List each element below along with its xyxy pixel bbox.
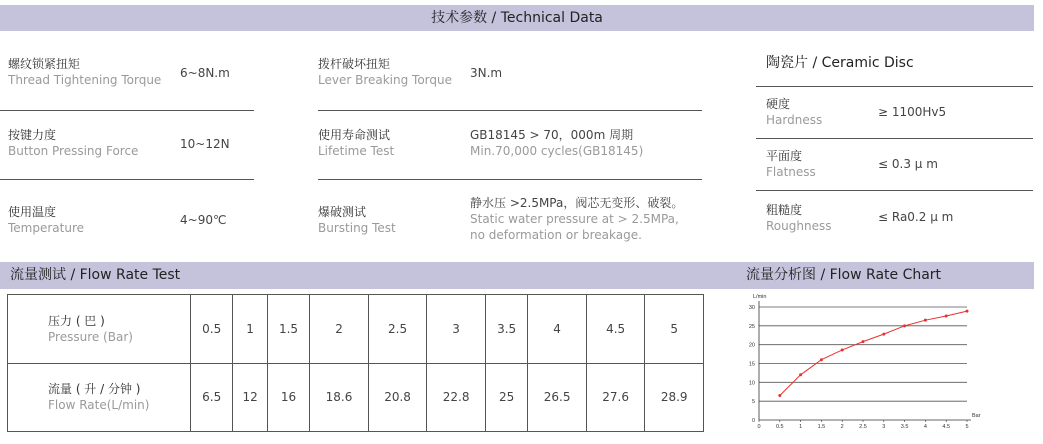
table-row-pressure <box>8 295 704 364</box>
data-point <box>882 333 885 336</box>
table-cell: 26.5 <box>528 363 587 432</box>
x-tick-label: 2.5 <box>859 424 867 430</box>
flow-section-header <box>0 262 1034 289</box>
data-point <box>778 394 781 397</box>
table-cell: 20.8 <box>368 363 427 432</box>
ceramic-disc-title: 陶瓷片 / Ceramic Disc <box>766 55 914 71</box>
y-tick-label: 30 <box>748 305 755 311</box>
pressure-header: 压力 ( 巴 ) Pressure (Bar) <box>8 295 191 364</box>
flow-series-line <box>780 311 967 395</box>
divider <box>756 190 1033 191</box>
table-cell: 27.6 <box>586 363 645 432</box>
technical-data-header <box>0 5 1034 31</box>
spec-lever-torque-label: 拨杆破坏扭矩 Lever Breaking Torque <box>318 57 453 87</box>
divider <box>0 110 254 111</box>
table-cell: 2.5 <box>368 295 427 364</box>
x-tick-label: 0.5 <box>775 424 784 430</box>
ceramic-flatness-label: 平面度 Flatness <box>766 149 816 179</box>
x-tick-label: 3.5 <box>900 424 909 430</box>
table-cell: 16 <box>267 363 309 432</box>
x-tick-label: 3 <box>882 424 886 430</box>
flow-test-title: 流量测试 / Flow Rate Test <box>10 267 181 283</box>
table-cell: 3 <box>427 295 486 364</box>
table-cell: 18.6 <box>310 363 369 432</box>
ceramic-roughness-label: 粗糙度 Roughness <box>766 203 832 233</box>
divider <box>0 179 254 180</box>
x-axis-label: Bar <box>972 413 981 419</box>
spec-lever-torque-value: 3N.m <box>470 66 503 80</box>
table-cell: 4.5 <box>586 295 645 364</box>
table-row-flow <box>8 363 704 432</box>
table-cell: 22.8 <box>427 363 486 432</box>
y-tick-label: 0 <box>751 418 755 424</box>
data-point <box>966 310 969 313</box>
flow-chart-title: 流量分析图 / Flow Rate Chart <box>746 267 942 283</box>
ceramic-roughness-value: ≤ Ra0.2 μ m <box>878 210 954 224</box>
ceramic-hardness-label: 硬度 Hardness <box>766 97 823 127</box>
x-tick-label: 2 <box>840 424 844 430</box>
y-tick-label: 15 <box>748 361 755 368</box>
divider <box>318 110 702 111</box>
table-cell: 25 <box>485 363 527 432</box>
x-tick-label: 4 <box>923 424 927 430</box>
y-tick-label: 20 <box>748 342 755 349</box>
spec-thread-torque-value: 6~8N.m <box>180 66 230 80</box>
y-axis-label: L/min <box>753 294 767 300</box>
data-point <box>841 348 844 351</box>
table-cell: 28.9 <box>645 363 704 432</box>
table-cell: 1 <box>233 295 267 364</box>
divider <box>756 138 1033 139</box>
ceramic-flatness-value: ≤ 0.3 μ m <box>878 157 938 171</box>
data-point <box>903 324 906 327</box>
table-cell: 1.5 <box>267 295 309 364</box>
table-cell: 3.5 <box>485 295 527 364</box>
data-point <box>924 319 927 322</box>
header-title: 技术参数 / Technical Data <box>431 10 603 26</box>
data-point <box>820 358 823 361</box>
x-tick-label: 4.5 <box>942 424 951 430</box>
spec-lifetime-label: 使用寿命测试 Lifetime Test <box>318 128 395 158</box>
spec-bursting-value: 静水压 >2.5MPa，阀芯无变形、破裂。 Static water pressure at > 2.5MPa, no deformation or breakage. <box>470 196 684 242</box>
spec-temperature-value: 4~90℃ <box>180 213 227 227</box>
data-point <box>862 340 865 343</box>
table-cell: 4 <box>528 295 587 364</box>
table-cell: 6.5 <box>191 363 233 432</box>
x-tick-label: 5 <box>965 424 969 430</box>
table-cell: 2 <box>310 295 369 364</box>
data-point <box>799 373 802 376</box>
table-cell: 5 <box>645 295 704 364</box>
flow-header: 流量 ( 升 / 分钟 ) Flow Rate(L/min) <box>8 363 191 432</box>
table-cell: 0.5 <box>191 295 233 364</box>
flow-rate-chart <box>742 290 992 435</box>
divider <box>318 179 702 180</box>
ceramic-hardness-value: ≥ 1100Hv5 <box>878 105 947 119</box>
y-tick-label: 5 <box>751 399 755 406</box>
spec-button-force-value: 10~12N <box>180 137 230 151</box>
spec-thread-torque-label: 螺纹锁紧扭矩 Thread Tightening Torque <box>8 57 162 87</box>
flow-rate-table <box>7 294 704 432</box>
x-tick-label: 0 <box>757 424 761 430</box>
spec-lifetime-value: GB18145 > 70，000m 周期 Min.70,000 cycles(GB18145) <box>470 128 644 158</box>
y-tick-label: 25 <box>748 323 755 330</box>
spec-button-force-label: 按键力度 Button Pressing Force <box>8 128 139 158</box>
y-tick-label: 10 <box>748 380 755 387</box>
spec-temperature-label: 使用温度 Temperature <box>8 205 85 235</box>
table-cell: 12 <box>233 363 267 432</box>
divider <box>756 86 1033 87</box>
spec-bursting-label: 爆破测试 Bursting Test <box>318 205 396 235</box>
x-tick-label: 1 <box>799 424 803 430</box>
x-tick-label: 1.5 <box>817 424 826 430</box>
data-point <box>945 315 948 318</box>
